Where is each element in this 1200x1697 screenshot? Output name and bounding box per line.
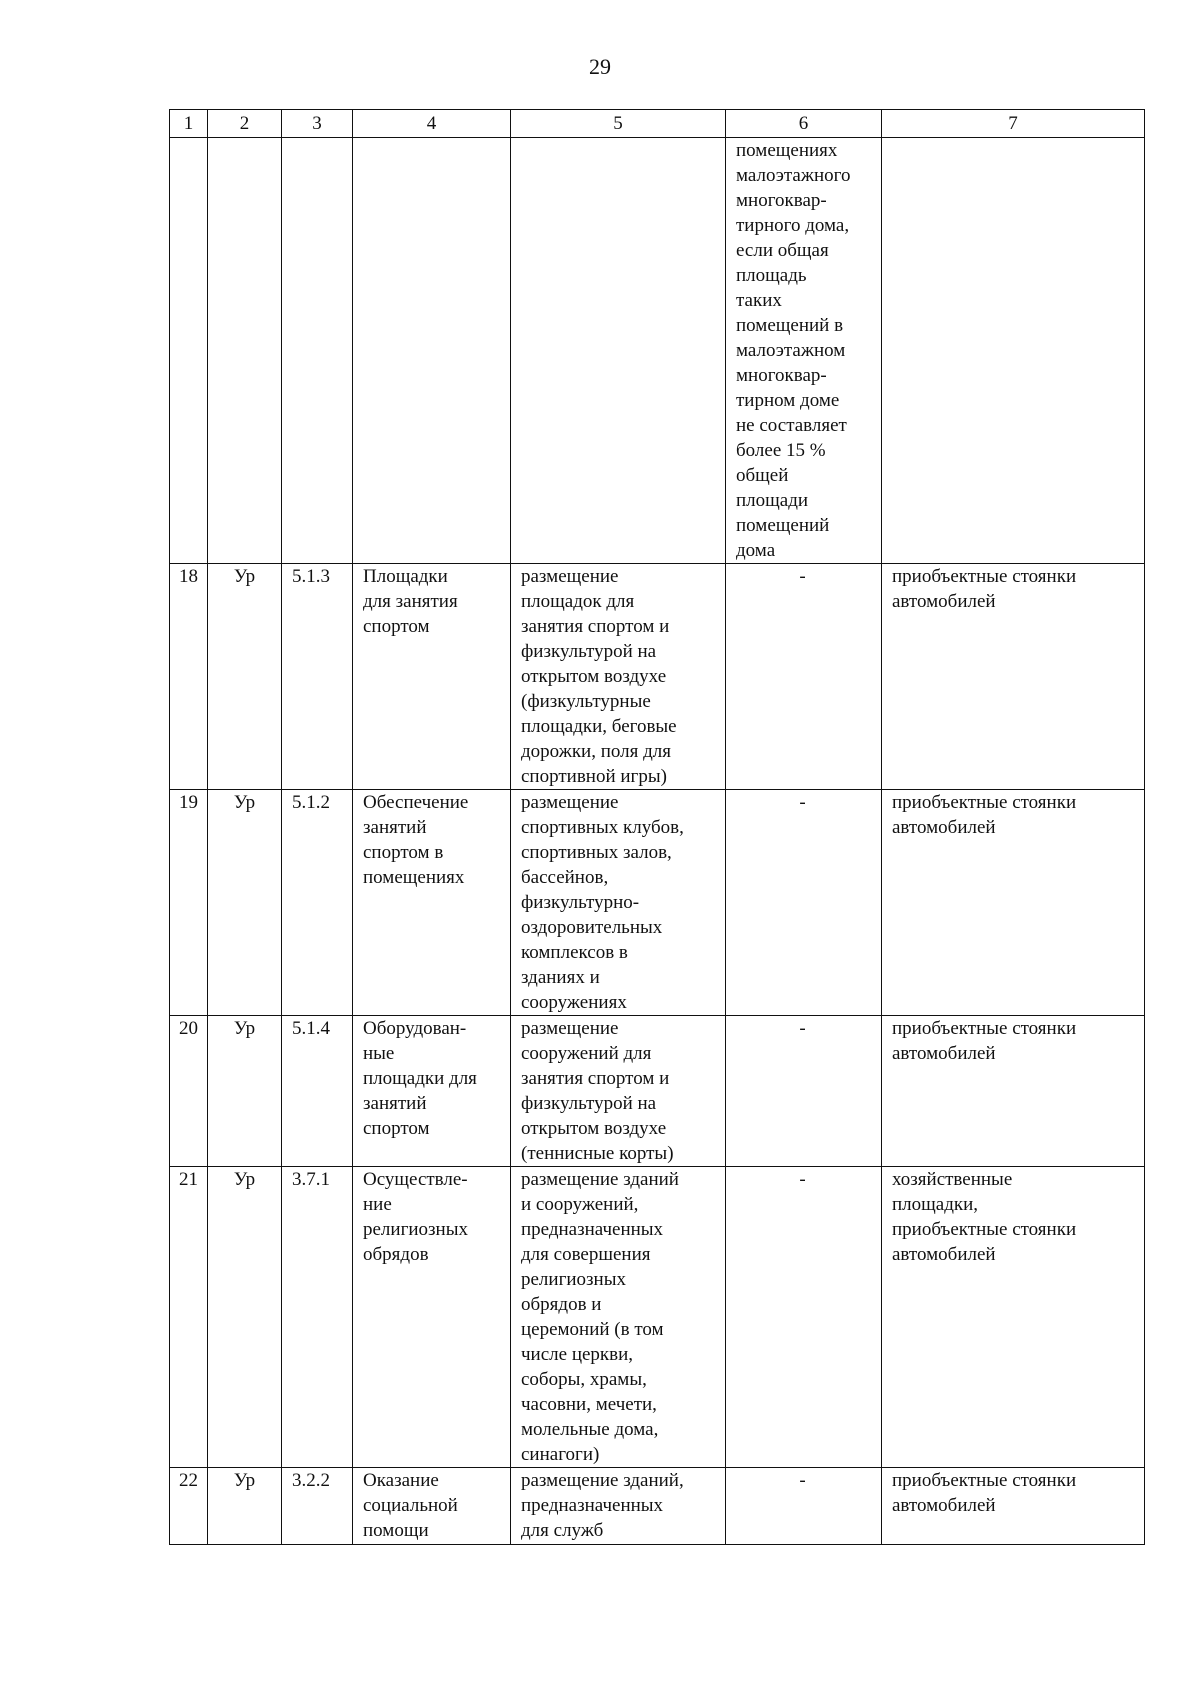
page-number: 29 [589, 54, 611, 79]
cell-use-name: Площадки для занятия спортом [353, 564, 511, 790]
table-row [170, 564, 1145, 790]
col-header-4: 4 [353, 110, 511, 138]
col-header-7: 7 [882, 110, 1145, 138]
land-use-table [169, 109, 1145, 1545]
cell-conditions: - [726, 1016, 882, 1167]
table-row [170, 1468, 1145, 1545]
cell-auxiliary-uses: приобъектные стоянки автомобилей [882, 790, 1145, 1016]
cell-conditions: - [726, 1468, 882, 1545]
cell-empty [208, 138, 282, 564]
table-row [170, 790, 1145, 1016]
cell-description: размещение площадок для занятия спортом и физкультурой на открытом воздухе (физкультурные площадки, беговые дорожки, поля для спортивной игры) [511, 564, 726, 790]
cell-use-name: Оказание социальной помощи [353, 1468, 511, 1545]
cell-empty [170, 138, 208, 564]
col-header-5: 5 [511, 110, 726, 138]
cell-use-name: Осуществле- ние религиозных обрядов [353, 1167, 511, 1468]
cell-row-number: 21 [170, 1167, 208, 1468]
cell-conditions: - [726, 790, 882, 1016]
cell-conditions: - [726, 1167, 882, 1468]
cell-auxiliary-uses: приобъектные стоянки автомобилей [882, 564, 1145, 790]
column-number-header [170, 110, 1145, 138]
cell-auxiliary-uses: приобъектные стоянки автомобилей [882, 1468, 1145, 1545]
cell-empty [511, 138, 726, 564]
cell-empty [353, 138, 511, 564]
cell-use-name: Обеспечение занятий спортом в помещениях [353, 790, 511, 1016]
cell-code: 5.1.3 [282, 564, 353, 790]
col-header-6: 6 [726, 110, 882, 138]
cell-description: размещение зданий и сооружений, предназначенных для совершения религиозных обрядов и церемоний (в том числе церкви, соборы, храмы, часовни, мечети, молельные дома, синагоги) [511, 1167, 726, 1468]
table-row [170, 1167, 1145, 1468]
cell-zone: Ур [208, 1167, 282, 1468]
cell-empty [282, 138, 353, 564]
cell-description: размещение сооружений для занятия спортом и физкультурой на открытом воздухе (теннисные корты) [511, 1016, 726, 1167]
col-header-1: 1 [170, 110, 208, 138]
continuation-row [170, 138, 1145, 564]
cell-row-number: 18 [170, 564, 208, 790]
table-row [170, 1016, 1145, 1167]
cell-row-number: 20 [170, 1016, 208, 1167]
cell-row-number: 22 [170, 1468, 208, 1545]
cell-row-number: 19 [170, 790, 208, 1016]
col-header-3: 3 [282, 110, 353, 138]
cell-description: размещение спортивных клубов, спортивных залов, бассейнов, физкультурно- оздоровительных комплексов в зданиях и сооружениях [511, 790, 726, 1016]
cell-conditions: помещениях малоэтажного многоквар- тирного дома, если общая площадь таких помещений в малоэтажном многоквар- тирном доме не составляет более 15 % общей площади помещений дома [726, 138, 882, 564]
cell-code: 5.1.4 [282, 1016, 353, 1167]
cell-zone: Ур [208, 790, 282, 1016]
cell-zone: Ур [208, 564, 282, 790]
cell-use-name: Оборудован- ные площадки для занятий спортом [353, 1016, 511, 1167]
cell-zone: Ур [208, 1016, 282, 1167]
cell-code: 3.2.2 [282, 1468, 353, 1545]
cell-auxiliary-uses: приобъектные стоянки автомобилей [882, 1016, 1145, 1167]
cell-code: 5.1.2 [282, 790, 353, 1016]
cell-description: размещение зданий, предназначенных для служб [511, 1468, 726, 1545]
col-header-2: 2 [208, 110, 282, 138]
cell-code: 3.7.1 [282, 1167, 353, 1468]
cell-conditions: - [726, 564, 882, 790]
cell-empty [882, 138, 1145, 564]
cell-zone: Ур [208, 1468, 282, 1545]
cell-auxiliary-uses: хозяйственные площадки, приобъектные стоянки автомобилей [882, 1167, 1145, 1468]
